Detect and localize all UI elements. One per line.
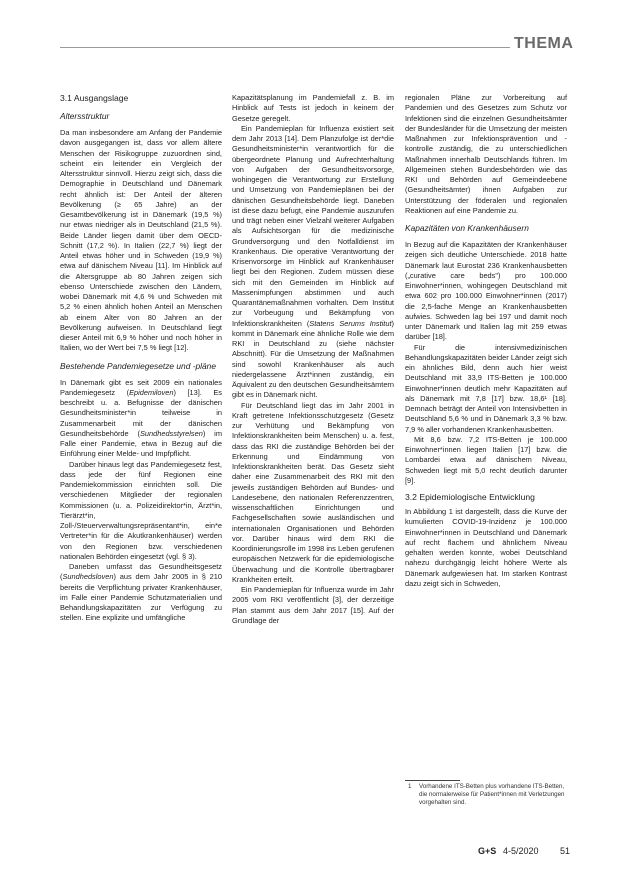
italic-term: Epidemiloven xyxy=(129,387,174,397)
italic-term: Sundhedsstyrelsen xyxy=(139,428,203,438)
paragraph: Kapazitätsplanung im Pandemiefall z. B. im Hinblick auf Tests ist jedoch in keinem der Gesetze geregelt. xyxy=(232,93,394,123)
text-run: In Dänemark gibt es seit 2009 ein nationales Pandemiegesetz ( xyxy=(60,377,222,397)
header-title: THEMA xyxy=(514,35,574,52)
paragraph: Ein Pandemieplan für Influenza wurde im Jahr 2005 vom RKI veröffentlicht [3], der derzeitige Plan stammt aus dem Jahr 2017 [15]. Auf der Grundlage der xyxy=(232,585,394,625)
paragraph: Darüber hinaus legt das Pandemiegesetz fest, dass jede der fünf Regionen eine Pandemiekommission einrichten soll. Die verschiedenen Mitglieder der regionalen Kommissionen (u. a. Polizeidirektor*in, Ärzt*in, Tierärzt*in, Zoll-/Steuerverwaltungsrepräsentant*in, ein*e Vertreter*in für die Akutkrankenhäuser) werden von den Regionen bzw. verschiedenen nationalen Behörden eingesetzt (vgl. § 3). xyxy=(60,459,222,561)
column-1 xyxy=(60,93,222,624)
text-run: Ein Pandemieplan für Influenza existiert seit dem Jahr 2013 [14]. Dem Planzufolge ist der*die Gesundheitsminister*in verantwortlich für die übergeordnete Planung und Aufrechterhaltung von Aufgaben der Gesundheitsvorsorge, wohingegen die Verantwortung zur Erstellung und Umsetzung von Pandemieplänen bei der dänischen Gesundheitsbehörde liegt. Daneben ist diese dazu befugt, eine Pandemie auszurufen und trägt neben einer Vielzahl weiterer Aufgaben als Aufsichtsorgan für die medizinische Grundversorgung und den Notfalldienst im Krankenhaus. Die operative Verantwortung der Krisenvorsorge im Hinblick auf Krankenhäuser liegt bei den Regionen. Zudem müssen diese sich mit den Gemeinden im Hinblick auf Massenimpfungen abstimmen und auch Quarantänemaßnahmen vorhalten. Dem Institut zur Vorbeugung und Bekämpfung von Infektionskrankheiten ( xyxy=(232,123,394,328)
footnote-mark: 1 xyxy=(408,783,412,790)
paragraph: Da man insbesondere am Anfang der Pandemie davon ausgegangen ist, dass vor allem ältere Menschen der Risikogruppe zuzuordnen sind, scheint ein leitender ein Vergleich der Altersstruktur sinnvoll. Hierzu zeigt sich, dass die Demographie in Deutschland und Dänemark recht ähnlich ist: Der Anteil der älteren Bevölkerung (≥ 65 Jahre) an der Gesamtbevölkerung ist in Dänemark (19,5 %) nur etwas niedriger als in Deutschland (21,5 %). Beide Länder liegen damit über dem OECD-Schnitt (17,2 %). In Italien (22,7 %) liegt der Anteil etwas höher und in Schweden (19,9 %) etwa auf dänischem Niveau [11]. Im Hinblick auf die Altersgruppe ab 80 Jahren zeigen sich ebenso Unterschiede zwischen den Ländern, wobei Dänemark mit 4,6 % und Schweden mit 5,2 % einen ähnlich hohen Anteil an Menschen ab einem Alter von 80 Jahren an der Bevölkerung aufweisen. In Deutschland liegt dieser Anteil mit 6,9 % höher und noch höher in Italien, wo der Wert bei 7,5 % liegt [12]. xyxy=(60,128,222,353)
text-run: Daneben umfasst das Gesundheitsgesetz ( xyxy=(60,562,222,582)
text-run: ) [13]. Es beschreibt u. a. Befugnisse der dänischen Gesundheitsminister*in teilweise in Zusammenarbeit mit der dänischen Gesundheitsbehörde ( xyxy=(60,387,222,438)
paragraph: Mit 8,6 bzw. 7,2 ITS-Betten je 100.000 Einwohner*innen liegen Italien [17] bzw. die Lombardei etwa auf dänischem Niveau, Schweden liegt mit 5,0 recht deutlich darunter [9]. xyxy=(405,434,567,485)
paragraph: Für Deutschland liegt das im Jahr 2001 in Kraft getretene Infektionsschutzgesetz (Gesetz zur Verhütung und Bekämpfung von Infektionskrankheiten beim Menschen) u. a. fest, dass das RKI die zuständige Behörden bei der Erkennung und Eindämmung von Infektionskrankheiten berät. Das Gesetz sieht daher eine Zusammenarbeit des RKI mit den jeweils zuständigen Behörden auf Bundes- und Landesebene, den nationalen Referenzzentren, wissenschaftlichen Einrichtungen und Fachgesellschaften sowie ausländischen und internationalen Organisationen und Behörden vor. Darüber hinaus wird dem RKI die Koordinierungsrolle im 1998 ins Leben gerufenen europäischen Netzwerk für die epidemiologische Überwachung und die Kontrolle übertragbarer Krankheiten erteilt. xyxy=(232,400,394,584)
paragraph: Für die intensivmedizinischen Behandlungskapazitäten beider Länder zeigt sich ein ähnliches Bild, denn auch hier weist Deutschland mit 33,9 ITS-Betten je 100.000 Einwohner*innen deutlich mehr Kapazitäten auf als Dänemark mit 7,8 [17] bzw. 18,6¹ [18]. Demnach beträgt der Anteil von Intensivbetten in Deutschland 5,6 % und in Dänemark 3,3 % bzw. 7,9 % aller vorhandenen Krankenhausbetten. xyxy=(405,342,567,434)
column-2 xyxy=(232,93,394,626)
journal-logo: G+S xyxy=(478,846,497,856)
paragraph xyxy=(60,378,222,460)
footnote xyxy=(405,783,567,807)
page-number: 51 xyxy=(560,846,571,856)
footnote-text: Vorhandene ITS-Betten plus vorhandene ITS-Betten, die normalerweise für Patient*innen mit Verletzungen vorgehalten sind. xyxy=(419,783,565,806)
paragraph: regionalen Pläne zur Vorbereitung auf Pandemien und des Gesetzes zum Schutz vor Infektionen sind die einzelnen Gesundheitsämter der Bundesländer für die Umsetzung der meisten Maßnahmen zur Infektionsprävention und -kontrolle zuständig, die zu unterschiedlichen Maßnahmen innerhalb Deutschlands führen. Im Allgemeinen stehen Bundesbehörden wie das RKI und Behörden auf Gemeindeebene (Gesundheitsämter) ihnen Aufgaben zur Unterstützung der föderalen und regionalen Reaktionen auf eine Pandemie zu. xyxy=(405,93,567,215)
header-rule xyxy=(60,47,510,48)
issue-number: 4-5/2020 xyxy=(503,846,539,856)
text-run: ) aus dem Jahr 2005 in § 210 bereits die Verpflichtung privater Krankenhäuser, im Falle einer Pandemie Schutzmaterialien und Behandlungskapazitäten zur Verfügung zu stellen. Eine explizite und umfängliche xyxy=(60,572,222,623)
column-3 xyxy=(405,93,567,589)
section-heading-3-2: 3.2 Epidemiologische Entwicklung xyxy=(405,492,535,502)
italic-term: Statens Serums Institut xyxy=(309,318,392,328)
section-heading-3-1: 3.1 Ausgangslage xyxy=(60,93,129,103)
subheading-pandemiegesetze: Bestehende Pandemiegesetze und -pläne xyxy=(60,360,216,371)
paragraph xyxy=(60,562,222,624)
subheading-altersstruktur: Altersstruktur xyxy=(60,111,110,121)
paragraph: In Bezug auf die Kapazitäten der Krankenhäuser zeigen sich deutliche Unterschiede. 2018 hatte Dänemark laut Eurostat 236 Krankenhausbetten („curative care beds") pro 100.000 Einwohner*innen, wohingegen Deutschland mit etwa 602 pro 100.000 Einwohner*innen (2017) die 2,5-fache Menge an Krankenhausbetten aufwies. Schweden lag bei 197 und damit noch unter Dänemark und Italien lag mit 259 etwas darüber [18]. xyxy=(405,240,567,342)
text-run: ) kommt in Dänemark eine ähnliche Rolle wie dem RKI in Deutschland zu (siehe nächster Abschnitt). Für die Umsetzung der Maßnahmen sind sowohl Krankenhäuser als auch niedergelassene Ärzt*innen zuständig, ein Äquivalent zu den deutschen Gesundheitsämtern gibt es in Dänemark nicht. xyxy=(232,318,394,400)
subheading-kapazitaeten: Kapazitäten von Krankenhäusern xyxy=(405,223,529,233)
italic-term: Sundhedsloven xyxy=(62,572,114,582)
paragraph xyxy=(232,124,394,401)
text-run: ) im Falle einer Pandemie, etwa in Bezug auf die Einführung einer Melde- und Impfpflicht. xyxy=(60,428,222,459)
paragraph: In Abbildung 1 ist dargestellt, dass die Kurve der kumulierten COVID-19-Inzidenz je 100.000 Einwohner*innen in Deutschland und Dänemark auf recht flachem und ähnlichem Niveau gehalten werden konnte, wobei Deutschland nahezu durchgängig leicht höhere Werte als Dänemark aufgewiesen hat. Im starken Kontrast dazu zeigt sich in Schweden, xyxy=(405,507,567,588)
footnote-rule xyxy=(405,780,460,781)
